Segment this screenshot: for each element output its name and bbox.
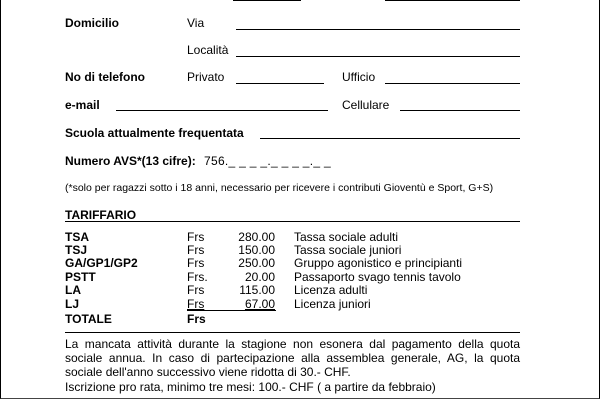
- tariff-code: GA/GP1/GP2: [65, 256, 138, 270]
- tariff-code: TSA: [65, 230, 89, 244]
- tariff-code: LJ: [65, 297, 80, 311]
- tariffario-divider: [65, 221, 520, 222]
- cellulare-label: Cellulare: [342, 98, 390, 112]
- tariffario-title: TARIFFARIO: [65, 208, 137, 222]
- notes-paragraph: La mancata attività durante la stagione non esonera dal pagamento della quota sociale annua. In caso di partecipazione alla assemblea generale, AG, la quota sociale dell'anno successivo viene ridotta di 30.- CHF.: [65, 337, 520, 379]
- tariff-amount: 250.00: [238, 256, 275, 270]
- privato-label: Privato: [187, 70, 225, 84]
- tariff-description: Tassa sociale adulti: [294, 230, 399, 244]
- privato-field[interactable]: [236, 83, 324, 84]
- avs-label: Numero AVS*(13 cifre):: [65, 154, 196, 168]
- tariff-amount: 115.00: [239, 283, 275, 297]
- total-label: TOTALE: [65, 312, 112, 326]
- tariff-amount: 150.00: [238, 243, 275, 257]
- tariff-amount: 280.00: [238, 230, 275, 244]
- top-field-line-right[interactable]: [385, 0, 520, 1]
- total-currency: Frs: [187, 312, 206, 326]
- ufficio-field[interactable]: [385, 83, 520, 84]
- tariff-amount: 20.00: [244, 270, 275, 284]
- tariff-amount: 67.00: [244, 297, 275, 311]
- via-label: Via: [187, 16, 205, 30]
- localita-label: Località: [187, 43, 229, 57]
- tariff-description: Gruppo agonistico e principianti: [294, 256, 463, 270]
- tariff-code: PSTT: [65, 270, 96, 284]
- email-field[interactable]: [116, 110, 328, 111]
- scuola-field[interactable]: [260, 138, 520, 139]
- notes-divider: [65, 332, 520, 333]
- tariff-code: TSJ: [65, 243, 88, 257]
- scuola-label: Scuola attualmente frequentata: [65, 126, 244, 140]
- tariff-currency: Frs: [187, 230, 205, 244]
- tariff-currency: Frs: [187, 283, 205, 297]
- tariff-description: Tassa sociale juniori: [294, 243, 402, 257]
- via-field[interactable]: [236, 29, 520, 30]
- subtotal-underline: [187, 310, 276, 311]
- cellulare-field[interactable]: [400, 110, 520, 111]
- tariff-description: Licenza juniori: [294, 297, 371, 311]
- telefono-label: No di telefono: [65, 70, 145, 84]
- tariff-currency: Frs.: [187, 270, 208, 284]
- tariff-currency: Frs: [187, 297, 205, 311]
- notes-pro-rata: Iscrizione pro rata, minimo tre mesi: 100.- CHF ( a partire da febbraio): [65, 380, 436, 394]
- email-label: e-mail: [65, 98, 100, 112]
- tariff-code: LA: [65, 283, 81, 297]
- avs-field[interactable]: 756._ _ _ _._ _ _ _._ _: [204, 154, 331, 168]
- localita-field[interactable]: [236, 56, 520, 57]
- tariff-description: Licenza adulti: [294, 283, 368, 297]
- avs-note: (*solo per ragazzi sotto i 18 anni, necessario per ricevere i contributi Gioventù e Sport, G+S): [65, 182, 494, 194]
- tariff-description: Passaporto svago tennis tavolo: [294, 270, 461, 284]
- ufficio-label: Ufficio: [342, 70, 376, 84]
- domicilio-label: Domicilio: [65, 16, 120, 30]
- tariff-currency: Frs: [187, 256, 205, 270]
- top-field-line-left[interactable]: [233, 0, 301, 1]
- tariff-currency: Frs: [187, 243, 205, 257]
